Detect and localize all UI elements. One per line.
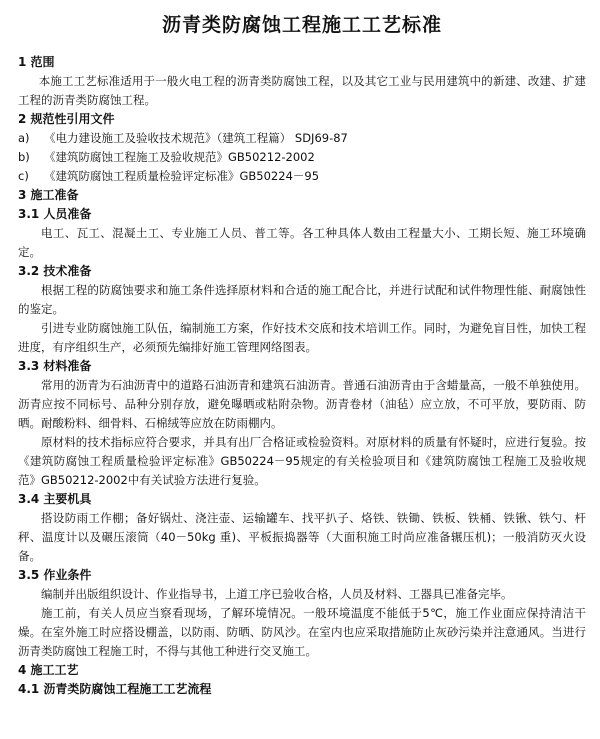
personnel-paragraph: 电工、瓦工、混凝土工、专业施工人员、普工等。各工种具体人数由工程量大小、工期长短、施工环境确定。: [18, 226, 586, 259]
reference-marker: c): [18, 169, 29, 183]
section-heading-scope: 1 范围: [18, 55, 55, 69]
conditions-paragraph-2: 施工前，有关人员应当察看现场，了解环境情况。一般环境温度不能低于5℃，施工作业面应保持清洁干燥。在室外施工时应搭设棚盖，以防雨、防晒、防风沙。在室内也应采取措施防止灰砂污染并注意通风。当进行沥青类防腐蚀工程施工时，不得与其他工种进行交叉施工。: [18, 606, 586, 658]
subsection-heading-personnel: 3.1 人员准备: [18, 207, 92, 221]
subsection-heading-materials: 3.3 材料准备: [18, 359, 92, 373]
subsection-heading-technical: 3.2 技术准备: [18, 264, 92, 278]
conditions-paragraph-1: 编制并出版组织设计、作业指导书，上道工序已验收合格，人员及材料、工器具已准备完毕。: [41, 587, 513, 601]
reference-marker: b): [18, 150, 30, 164]
scope-paragraph: 本施工工艺标准适用于一般火电工程的沥青类防腐蚀工程，以及其它工业与民用建筑中的新建、改建、扩建工程的沥青类防腐蚀工程。: [18, 74, 586, 107]
materials-paragraph-1: 常用的沥青为石油沥青中的道路石油沥青和建筑石油沥青。普通石油沥青由于含蜡量高，一般不单独使用。沥青应按不同标号、品种分别存放，避免曝晒或粘附杂物。沥青卷材（油毡）应立放，不可平放，要防雨、防晒。耐酸粉料、细骨料、石棉绒等应放在防雨棚内。: [18, 378, 586, 430]
reference-item: [18, 148, 586, 167]
reference-text: 《建筑防腐蚀工程施工及验收规范》GB50212-2002: [44, 150, 315, 164]
section-heading-preparation: 3 施工准备: [18, 188, 79, 202]
tools-paragraph: 搭设防雨工作棚；备好锅灶、浇注壶、运输罐车、找平扒子、烙铁、铁锄、铁板、铁桶、铁锹、铁勺、杆秤、温度计以及碾压滚筒（40－50kg 重)、平板振捣器等（大面积施工时尚应准备辗压机)；一般消防灭火设备。: [18, 511, 586, 563]
materials-paragraph-2: 原材料的技术指标应符合要求，并具有出厂合格证或检验资料。对原材料的质量有怀疑时，应进行复验。按《建筑防腐蚀工程质量检验评定标准》GB50224－95规定的有关检验项目和《建筑防腐蚀工程施工及验收规范》GB50212-2002中有关试验方法进行复验。: [18, 435, 586, 487]
subsection-heading-tools: 3.4 主要机具: [18, 492, 92, 506]
document-title: 沥青类防腐蚀工程施工工艺标准: [161, 14, 442, 36]
technical-paragraph-1: 根据工程的防腐蚀要求和施工条件选择原材料和合适的施工配合比，并进行试配和试件物理性能、耐腐蚀性的鉴定。: [18, 283, 586, 316]
section-heading-references: 2 规范性引用文件: [18, 112, 115, 126]
reference-item: [18, 167, 586, 186]
subsection-heading-conditions: 3.5 作业条件: [18, 568, 92, 582]
reference-item: [18, 129, 586, 148]
reference-text: 《建筑防腐蚀工程质量检验评定标准》GB50224－95: [44, 169, 320, 183]
subsection-heading-process-flow: 4.1 沥青类防腐蚀工程施工工艺流程: [18, 682, 212, 696]
reference-marker: a): [18, 131, 30, 145]
reference-text: 《电力建设施工及验收技术规范》（建筑工程篇） SDJ69-87: [44, 131, 348, 145]
section-heading-process: 4 施工工艺: [18, 663, 79, 677]
technical-paragraph-2: 引进专业防腐蚀施工队伍，编制施工方案，作好技术交底和技术培训工作。同时，为避免盲目性，加快工程进度，有序组织生产，必须预先编排好施工管理网络图表。: [18, 321, 586, 354]
